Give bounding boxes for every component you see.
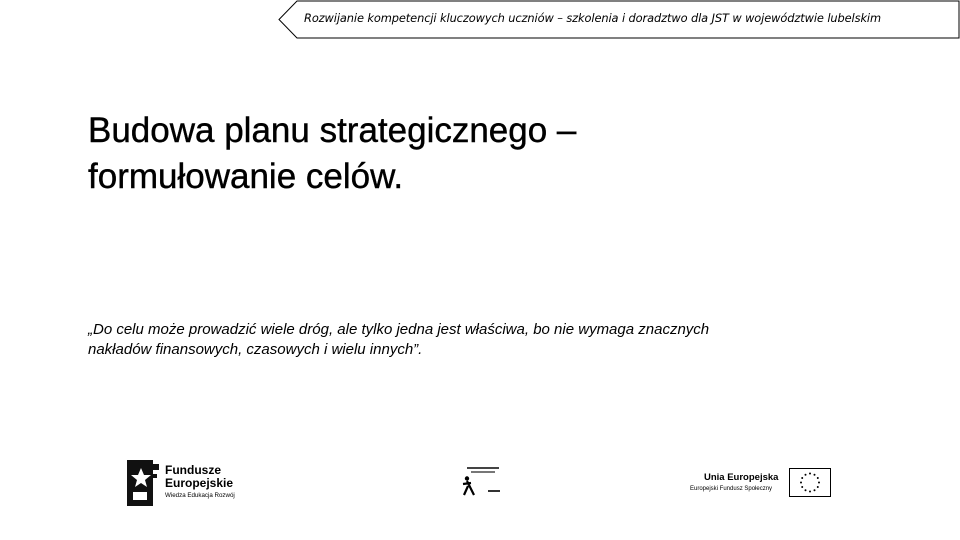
eu-flag-icon xyxy=(789,468,831,497)
eu-star xyxy=(814,474,816,476)
eu-star xyxy=(801,486,803,488)
eu-star xyxy=(800,482,802,484)
eu-star xyxy=(805,474,807,476)
quote-line2: nakładów finansowych, czasowych i wielu innych”. xyxy=(88,341,423,358)
unia-europejska-logo xyxy=(688,468,833,500)
middle-logo xyxy=(461,466,505,496)
eu-star xyxy=(801,477,803,479)
fe-logo-line2: Europejskie xyxy=(165,476,234,490)
eu-star xyxy=(818,482,820,484)
eu-star xyxy=(809,491,811,493)
eu-star xyxy=(809,473,811,475)
quote-line1: „Do celu może prowadzić wiele dróg, ale tylko jedna jest właściwa, bo nie wymaga znacznych xyxy=(88,321,710,338)
fe-logo-line3: Wiedza Edukacja Rozwój xyxy=(165,492,235,499)
eu-star xyxy=(817,486,819,488)
eu-star xyxy=(805,489,807,491)
eu-stars xyxy=(790,469,830,496)
ue-logo-line1: Unia Europejska xyxy=(704,472,779,483)
slide-title-line2: formułowanie celów. xyxy=(88,157,404,196)
slide-title-line1: Budowa planu strategicznego – xyxy=(88,111,577,150)
middle-logo-caption xyxy=(465,466,501,474)
fe-star-icon xyxy=(127,460,161,506)
eu-star xyxy=(814,489,816,491)
banner-text: Rozwijanie kompetencji kluczowych uczniów – szkolenia i doradztwo dla JST w województwie lubelskim xyxy=(304,11,881,25)
slide-title xyxy=(88,108,888,200)
fundusze-europejskie-logo xyxy=(127,460,267,506)
quote-text xyxy=(88,320,888,360)
fe-logo-line1: Fundusze xyxy=(165,463,221,477)
middle-logo-mark xyxy=(488,490,500,492)
ue-logo-line2: Europejski Fundusz Społeczny xyxy=(690,486,773,492)
eu-star xyxy=(817,477,819,479)
header-banner xyxy=(278,0,960,39)
walking-figure-icon xyxy=(461,476,477,496)
